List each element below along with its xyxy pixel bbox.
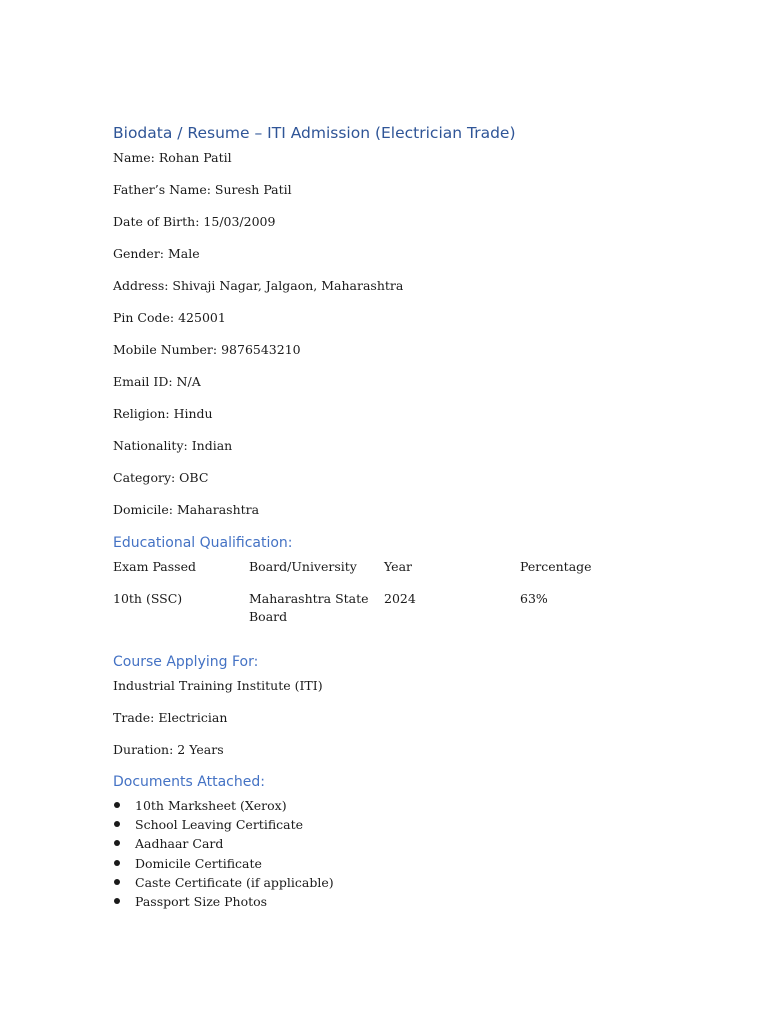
list-item: School Leaving Certificate — [113, 815, 334, 834]
list-item: Aadhaar Card — [113, 834, 334, 853]
documents-list — [113, 796, 334, 911]
course-duration: Duration: 2 Years — [113, 742, 224, 757]
table-header-cell: Year — [384, 559, 412, 574]
list-item: Caste Certificate (if applicable) — [113, 873, 334, 892]
list-item: Domicile Certificate — [113, 854, 334, 873]
field-nationality: Nationality: Indian — [113, 438, 233, 453]
table-cell: 2024 — [384, 591, 416, 606]
field-fathers-name: Father’s Name: Suresh Patil — [113, 182, 292, 197]
field-gender: Gender: Male — [113, 246, 200, 261]
documents-heading: Documents Attached: — [113, 774, 265, 790]
field-name: Name: Rohan Patil — [113, 150, 232, 165]
education-heading: Educational Qualification: — [113, 535, 293, 551]
table-header-cell: Percentage — [520, 559, 592, 574]
course-trade: Trade: Electrician — [113, 710, 228, 725]
field-address: Address: Shivaji Nagar, Jalgaon, Maharashtra — [113, 278, 404, 293]
field-date-of-birth: Date of Birth: 15/03/2009 — [113, 214, 276, 229]
list-item: Passport Size Photos — [113, 892, 334, 911]
course-institute: Industrial Training Institute (ITI) — [113, 678, 323, 693]
table-cell: 63% — [520, 591, 548, 606]
field-email-id: Email ID: N/A — [113, 374, 201, 389]
field-category: Category: OBC — [113, 470, 209, 485]
field-domicile: Domicile: Maharashtra — [113, 502, 260, 517]
table-header-cell: Exam Passed — [113, 559, 196, 574]
field-religion: Religion: Hindu — [113, 406, 213, 421]
course-heading: Course Applying For: — [113, 654, 259, 670]
field-pin-code: Pin Code: 425001 — [113, 310, 226, 325]
document-title: Biodata / Resume – ITI Admission (Electrician Trade) — [113, 124, 516, 142]
table-cell: Maharashtra State Board — [249, 591, 369, 624]
field-mobile-number: Mobile Number: 9876543210 — [113, 342, 301, 357]
table-header-cell: Board/University — [249, 559, 357, 574]
list-item: 10th Marksheet (Xerox) — [113, 796, 334, 815]
table-cell: 10th (SSC) — [113, 591, 183, 606]
